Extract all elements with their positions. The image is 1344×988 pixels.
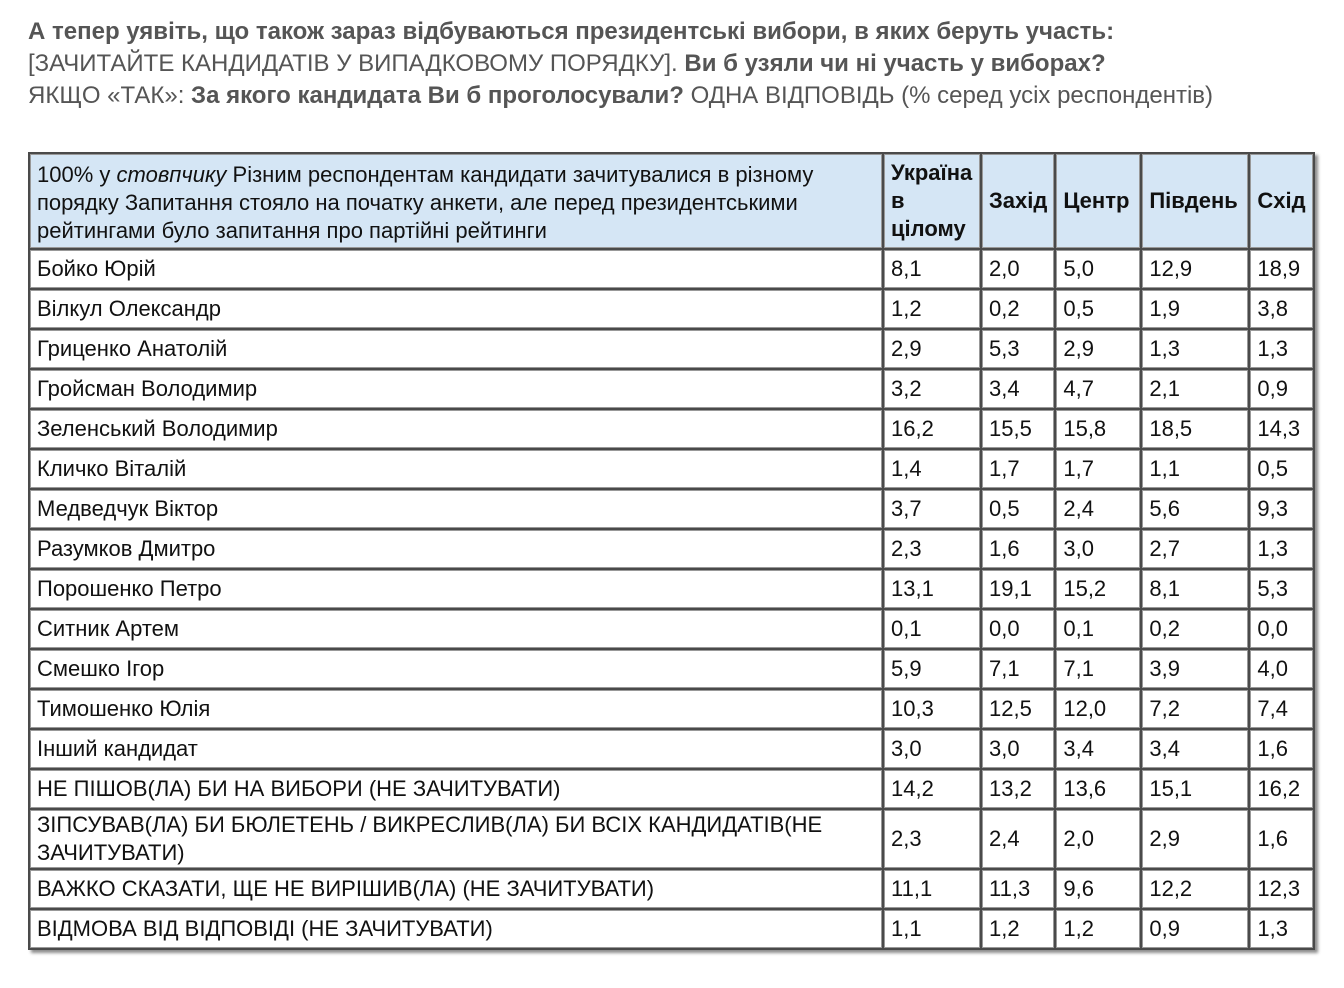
row-value: 8,1 (884, 250, 980, 288)
row-value: 0,2 (982, 290, 1054, 328)
table-header-row (30, 154, 1313, 248)
row-value: 7,1 (982, 650, 1054, 688)
row-label: Медведчук Віктор (30, 490, 882, 528)
row-label: Інший кандидат (30, 730, 882, 768)
table-row (30, 910, 1313, 948)
row-value: 5,3 (1250, 570, 1312, 608)
heading-instruction-2: ЯКЩО «ТАК»: (28, 82, 185, 109)
row-value: 2,9 (1056, 330, 1140, 368)
row-value: 8,1 (1142, 570, 1248, 608)
row-value: 15,2 (1056, 570, 1140, 608)
row-value: 13,1 (884, 570, 980, 608)
row-value: 1,6 (1250, 730, 1312, 768)
row-value: 1,2 (884, 290, 980, 328)
heading-question-2: Ви б узяли чи ні участь у виборах? (684, 50, 1106, 77)
table-row (30, 250, 1313, 288)
row-value: 1,7 (982, 450, 1054, 488)
row-label: Гройсман Володимир (30, 370, 882, 408)
row-value: 12,3 (1250, 870, 1312, 908)
row-value: 4,0 (1250, 650, 1312, 688)
row-value: 3,4 (1142, 730, 1248, 768)
row-value: 2,4 (1056, 490, 1140, 528)
table-row (30, 450, 1313, 488)
row-value: 2,3 (884, 530, 980, 568)
row-value: 16,2 (1250, 770, 1312, 808)
row-value: 5,3 (982, 330, 1054, 368)
row-value: 0,5 (1250, 450, 1312, 488)
table-row (30, 330, 1313, 368)
table-row (30, 530, 1313, 568)
row-value: 0,9 (1250, 370, 1312, 408)
table-row (30, 570, 1313, 608)
row-label: Порошенко Петро (30, 570, 882, 608)
row-label: ЗІПСУВАВ(ЛА) БИ БЮЛЕТЕНЬ / ВИКРЕСЛИВ(ЛА) БИ ВСІХ КАНДИДАТІВ(НЕ ЗАЧИТУВАТИ) (30, 810, 882, 868)
heading-instruction-3: ОДНА ВІДПОВІДЬ (% серед усіх респондентів) (690, 82, 1214, 109)
row-value: 2,0 (982, 250, 1054, 288)
row-value: 3,0 (884, 730, 980, 768)
row-value: 2,7 (1142, 530, 1248, 568)
note-prefix: 100% у (37, 162, 117, 187)
column-header-south: Південь (1142, 154, 1248, 248)
row-value: 1,3 (1250, 910, 1312, 948)
table-row (30, 610, 1313, 648)
row-label: Гриценко Анатолій (30, 330, 882, 368)
row-value: 2,9 (884, 330, 980, 368)
column-header-center: Центр (1056, 154, 1140, 248)
row-value: 2,9 (1142, 810, 1248, 868)
row-value: 0,0 (982, 610, 1054, 648)
table-row (30, 410, 1313, 448)
table-row (30, 290, 1313, 328)
row-value: 15,8 (1056, 410, 1140, 448)
row-value: 4,7 (1056, 370, 1140, 408)
row-value: 3,9 (1142, 650, 1248, 688)
row-value: 5,6 (1142, 490, 1248, 528)
row-label: ВІДМОВА ВІД ВІДПОВІДІ (НЕ ЗАЧИТУВАТИ) (30, 910, 882, 948)
question-heading (28, 16, 1328, 112)
row-value: 0,0 (1250, 610, 1312, 648)
row-value: 0,9 (1142, 910, 1248, 948)
column-header-ukraine: Україна в цілому (884, 154, 980, 248)
table-note (30, 154, 882, 248)
row-value: 3,4 (1056, 730, 1140, 768)
row-value: 13,2 (982, 770, 1054, 808)
row-label: Вілкул Олександр (30, 290, 882, 328)
row-value: 2,0 (1056, 810, 1140, 868)
row-value: 12,0 (1056, 690, 1140, 728)
row-value: 3,4 (982, 370, 1054, 408)
row-value: 1,9 (1142, 290, 1248, 328)
row-value: 1,6 (1250, 810, 1312, 868)
row-value: 14,2 (884, 770, 980, 808)
row-value: 1,2 (1056, 910, 1140, 948)
row-value: 2,1 (1142, 370, 1248, 408)
column-header-west: Захід (982, 154, 1054, 248)
row-value: 11,3 (982, 870, 1054, 908)
row-label: ВАЖКО СКАЗАТИ, ЩЕ НЕ ВИРІШИВ(ЛА) (НЕ ЗАЧИТУВАТИ) (30, 870, 882, 908)
row-value: 3,2 (884, 370, 980, 408)
row-value: 9,6 (1056, 870, 1140, 908)
row-value: 1,6 (982, 530, 1054, 568)
row-value: 1,2 (982, 910, 1054, 948)
column-header-east: Схід (1250, 154, 1312, 248)
row-value: 2,3 (884, 810, 980, 868)
row-value: 3,0 (982, 730, 1054, 768)
row-value: 1,3 (1250, 530, 1312, 568)
table-row (30, 730, 1313, 768)
row-value: 12,5 (982, 690, 1054, 728)
row-value: 7,2 (1142, 690, 1248, 728)
row-label: Разумков Дмитро (30, 530, 882, 568)
row-value: 1,7 (1056, 450, 1140, 488)
row-value: 3,0 (1056, 530, 1140, 568)
row-value: 0,5 (982, 490, 1054, 528)
row-value: 14,3 (1250, 410, 1312, 448)
results-table-container (28, 152, 1315, 950)
row-value: 12,2 (1142, 870, 1248, 908)
row-value: 0,2 (1142, 610, 1248, 648)
row-label: Смешко Ігор (30, 650, 882, 688)
row-value: 13,6 (1056, 770, 1140, 808)
table-row (30, 370, 1313, 408)
row-value: 5,9 (884, 650, 980, 688)
row-value: 5,0 (1056, 250, 1140, 288)
row-value: 3,8 (1250, 290, 1312, 328)
row-label: Бойко Юрій (30, 250, 882, 288)
row-value: 11,1 (884, 870, 980, 908)
row-value: 18,5 (1142, 410, 1248, 448)
row-value: 1,3 (1142, 330, 1248, 368)
row-value: 12,9 (1142, 250, 1248, 288)
row-value: 7,4 (1250, 690, 1312, 728)
table-body (30, 250, 1313, 948)
row-value: 19,1 (982, 570, 1054, 608)
row-value: 10,3 (884, 690, 980, 728)
heading-question-3: За якого кандидата Ви б проголосували? (191, 82, 684, 109)
table-row (30, 690, 1313, 728)
row-value: 1,3 (1250, 330, 1312, 368)
row-value: 0,5 (1056, 290, 1140, 328)
row-value: 1,1 (884, 910, 980, 948)
heading-question-1: А тепер уявіть, що також зараз відбуваються президентські вибори, в яких беруть участь: (28, 18, 1115, 45)
row-value: 0,1 (1056, 610, 1140, 648)
row-value: 3,7 (884, 490, 980, 528)
heading-instruction-1: [ЗАЧИТАЙТЕ КАНДИДАТІВ У ВИПАДКОВОМУ ПОРЯДКУ]. (28, 50, 678, 77)
row-value: 18,9 (1250, 250, 1312, 288)
table-row (30, 810, 1313, 868)
row-label: Тимошенко Юлія (30, 690, 882, 728)
row-label: Зеленський Володимир (30, 410, 882, 448)
results-table (28, 152, 1315, 950)
row-value: 1,1 (1142, 450, 1248, 488)
row-value: 1,4 (884, 450, 980, 488)
row-value: 15,1 (1142, 770, 1248, 808)
table-row (30, 870, 1313, 908)
table-row (30, 490, 1313, 528)
row-value: 0,1 (884, 610, 980, 648)
note-rest: Різним респондентам кандидати зачитувалися в різному порядку Запитання стояло на початку анкети, але перед президентськими рейтингами було запитання про партійні рейтинги (37, 162, 814, 243)
row-value: 7,1 (1056, 650, 1140, 688)
row-value: 15,5 (982, 410, 1054, 448)
row-value: 9,3 (1250, 490, 1312, 528)
row-value: 16,2 (884, 410, 980, 448)
row-label: Кличко Віталій (30, 450, 882, 488)
table-row (30, 770, 1313, 808)
row-label: Ситник Артем (30, 610, 882, 648)
row-label: НЕ ПІШОВ(ЛА) БИ НА ВИБОРИ (НЕ ЗАЧИТУВАТИ) (30, 770, 882, 808)
row-value: 2,4 (982, 810, 1054, 868)
table-row (30, 650, 1313, 688)
note-italic: стовпчику (116, 162, 227, 187)
